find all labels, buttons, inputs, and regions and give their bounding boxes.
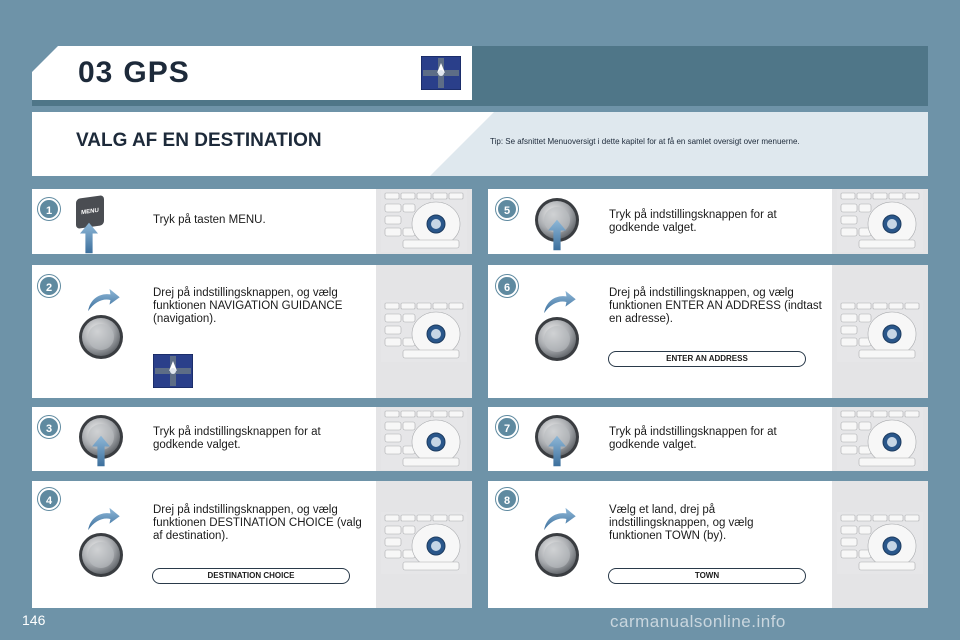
enter-an-address-button[interactable]: ENTER AN ADDRESS bbox=[608, 351, 806, 367]
rotate-arrow-icon bbox=[540, 289, 578, 315]
chapter-title: GPS bbox=[123, 56, 190, 89]
radio-console-illustration bbox=[381, 190, 467, 252]
step-3-text: Tryk på indstillingsknappen for at godkende valget. bbox=[153, 426, 321, 451]
step-4-text: Drej på indstillingsknappen, og vælg funktionen DESTINATION CHOICE (valg af destination). bbox=[153, 504, 362, 542]
rotate-arrow-icon bbox=[84, 287, 122, 313]
rotate-arrow-icon bbox=[540, 506, 578, 532]
push-arrow-icon bbox=[80, 222, 98, 254]
control-knob-icon bbox=[534, 316, 580, 362]
header-decoration bbox=[472, 46, 928, 106]
town-button[interactable]: TOWN bbox=[608, 568, 806, 584]
navigation-icon bbox=[153, 354, 193, 388]
radio-console-illustration bbox=[381, 408, 467, 470]
step-8-text: Vælg et land, drej på indstillingsknappen, og vælg funktionen TOWN (by). bbox=[609, 504, 754, 542]
radio-console-illustration bbox=[381, 512, 467, 574]
push-arrow-icon bbox=[548, 218, 566, 252]
tip-text: Tip: Se afsnittet Menuoversigt i dette kapitel for at få en samlet oversigt over menuerne. bbox=[490, 137, 800, 146]
destination-choice-button[interactable]: DESTINATION CHOICE bbox=[152, 568, 350, 584]
control-knob-icon bbox=[78, 532, 124, 578]
control-knob-icon bbox=[534, 532, 580, 578]
gps-icon bbox=[421, 56, 461, 90]
watermark: carmanualsonline.info bbox=[610, 612, 786, 631]
section-title: VALG AF EN DESTINATION bbox=[76, 130, 322, 151]
step-7-text: Tryk på indstillingsknappen for at godkende valget. bbox=[609, 426, 777, 451]
menu-key-label: MENU bbox=[81, 207, 99, 217]
rotate-arrow-icon bbox=[84, 506, 122, 532]
step-5-text: Tryk på indstillingsknappen for at godkende valget. bbox=[609, 209, 777, 234]
radio-console-illustration bbox=[837, 300, 923, 362]
step-2-text: Drej på indstillingsknappen, og vælg funktionen NAVIGATION GUIDANCE (navigation). bbox=[153, 287, 343, 325]
step-1-text: Tryk på tasten MENU. bbox=[153, 214, 266, 226]
step-3-badge: 3 bbox=[38, 416, 60, 438]
step-6-badge: 6 bbox=[496, 275, 518, 297]
push-arrow-icon bbox=[92, 434, 110, 468]
step-7-badge: 7 bbox=[496, 416, 518, 438]
radio-console-illustration bbox=[381, 300, 467, 362]
page-number: 146 bbox=[22, 612, 46, 628]
step-4-badge: 4 bbox=[38, 488, 60, 510]
push-arrow-icon bbox=[548, 434, 566, 468]
step-1-badge: 1 bbox=[38, 198, 60, 220]
step-2-badge: 2 bbox=[38, 275, 60, 297]
control-knob-icon bbox=[78, 314, 124, 360]
header-stripe bbox=[32, 100, 472, 106]
radio-console-illustration bbox=[837, 190, 923, 252]
step-8-badge: 8 bbox=[496, 488, 518, 510]
chapter-heading bbox=[78, 56, 200, 90]
chapter-number: 03 bbox=[78, 56, 114, 89]
radio-console-illustration bbox=[837, 512, 923, 574]
step-5-badge: 5 bbox=[496, 198, 518, 220]
step-6-text: Drej på indstillingsknappen, og vælg funktionen ENTER AN ADDRESS (indtast en adresse). bbox=[609, 287, 822, 325]
radio-console-illustration bbox=[837, 408, 923, 470]
